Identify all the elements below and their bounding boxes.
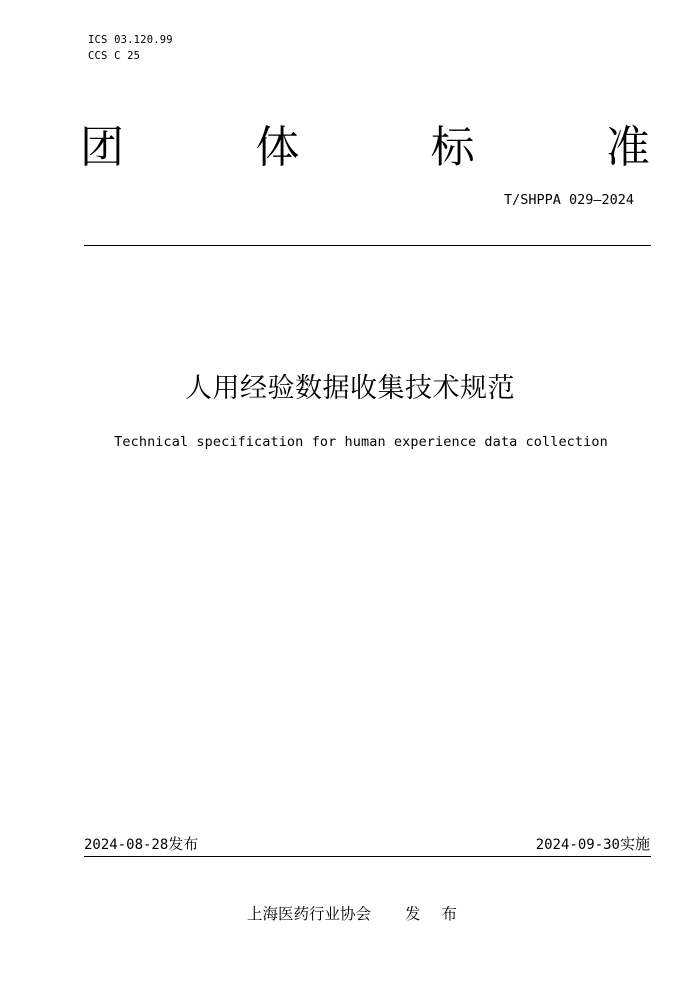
publisher-action: 发 布: [405, 905, 465, 923]
implementation-date-label: 实施: [619, 835, 650, 853]
document-type-heading: [80, 118, 650, 178]
title-chinese: 人用经验数据收集技术规范: [185, 373, 515, 404]
issue-date-line: [84, 834, 198, 855]
ics-code: ICS 03.120.99: [88, 34, 173, 46]
bottom-divider: [84, 856, 651, 857]
issue-date: 2024-08-28: [84, 837, 169, 853]
title-english: Technical specification for human experience data collection: [114, 434, 608, 450]
doc-type-char: 准: [605, 122, 650, 173]
doc-type-char: 体: [255, 122, 300, 173]
standard-number: T/SHPPA 029—2024: [503, 192, 634, 208]
publisher-line: [0, 903, 700, 925]
implementation-date-line: [536, 834, 650, 855]
top-divider: [84, 245, 651, 246]
ccs-code: CCS C 25: [88, 50, 141, 62]
issue-date-label: 发布: [168, 835, 199, 853]
implementation-date: 2024-09-30: [535, 837, 620, 853]
publisher-name: 上海医药行业协会: [247, 905, 372, 923]
doc-type-char: 团: [80, 122, 124, 173]
doc-type-char: 标: [430, 122, 475, 173]
